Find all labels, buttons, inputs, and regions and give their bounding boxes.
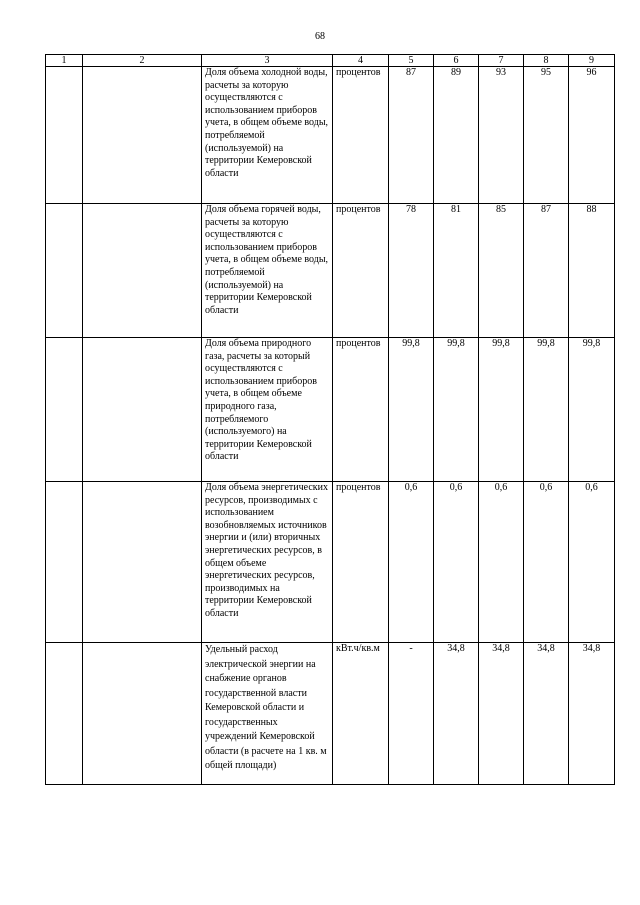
unit-cell: процентов [333,482,389,643]
unit-cell: процентов [333,204,389,338]
value-cell: 34,8 [524,643,569,785]
value-cell: 96 [569,67,615,204]
row-number-cell [46,204,83,338]
value-cell: 95 [524,67,569,204]
row-number-cell [46,643,83,785]
value-cell: 93 [479,67,524,204]
value-cell: 34,8 [569,643,615,785]
value-cell: 99,8 [479,338,524,482]
row-group-cell [83,643,202,785]
value-cell: 81 [434,204,479,338]
header-cell: 3 [202,55,333,67]
table-row [46,67,615,204]
header-cell: 2 [83,55,202,67]
value-cell: 89 [434,67,479,204]
table-row [46,643,615,785]
row-number-cell [46,482,83,643]
value-cell: 88 [569,204,615,338]
value-cell: 0,6 [389,482,434,643]
indicator-name: Удельный расход электрической энергии на снабжение органов государственной власти Кемеровской области и государственных учреждений Кемеровской области (в расчете на 1 кв. м общей площади) [202,643,333,785]
page-number: 68 [315,31,325,42]
row-number-cell [46,67,83,204]
indicator-name: Доля объема горячей воды, расчеты за которую осуществляются с использованием приборов учета, в общем объеме воды, потребляемой (используемой) на территории Кемеровской области [202,204,333,338]
value-cell: 99,8 [389,338,434,482]
value-cell: - [389,643,434,785]
value-cell: 0,6 [569,482,615,643]
value-cell: 34,8 [434,643,479,785]
indicators-table [45,54,615,785]
unit-cell: процентов [333,338,389,482]
header-cell: 5 [389,55,434,67]
value-cell: 0,6 [434,482,479,643]
header-cell: 4 [333,55,389,67]
table-row [46,482,615,643]
table-header-row [46,55,615,67]
header-cell: 7 [479,55,524,67]
value-cell: 99,8 [569,338,615,482]
row-group-cell [83,338,202,482]
value-cell: 34,8 [479,643,524,785]
row-group-cell [83,67,202,204]
header-cell: 6 [434,55,479,67]
value-cell: 99,8 [434,338,479,482]
row-group-cell [83,482,202,643]
value-cell: 99,8 [524,338,569,482]
value-cell: 87 [524,204,569,338]
indicator-name: Доля объема холодной воды, расчеты за которую осуществляются с использованием приборов учета, в общем объеме воды, потребляемой (используемой) на территории Кемеровской области [202,67,333,204]
table-row [46,338,615,482]
value-cell: 85 [479,204,524,338]
unit-cell: кВт.ч/кв.м [333,643,389,785]
header-cell: 8 [524,55,569,67]
table-row [46,204,615,338]
row-number-cell [46,338,83,482]
value-cell: 0,6 [479,482,524,643]
unit-cell: процентов [333,67,389,204]
value-cell: 87 [389,67,434,204]
value-cell: 0,6 [524,482,569,643]
indicator-name: Доля объема энергетических ресурсов, производимых с использованием возобновляемых источников энергии и (или) вторичных энергетических ресурсов, в общем объеме энергетических ресурсов, производимых на территории Кемеровской области [202,482,333,643]
indicator-name: Доля объема природного газа, расчеты за который осуществляются с использованием приборов учета, в общем объеме природного газа, потребляемого (используемого) на территории Кемеровской области [202,338,333,482]
header-cell: 1 [46,55,83,67]
header-cell: 9 [569,55,615,67]
row-group-cell [83,204,202,338]
value-cell: 78 [389,204,434,338]
